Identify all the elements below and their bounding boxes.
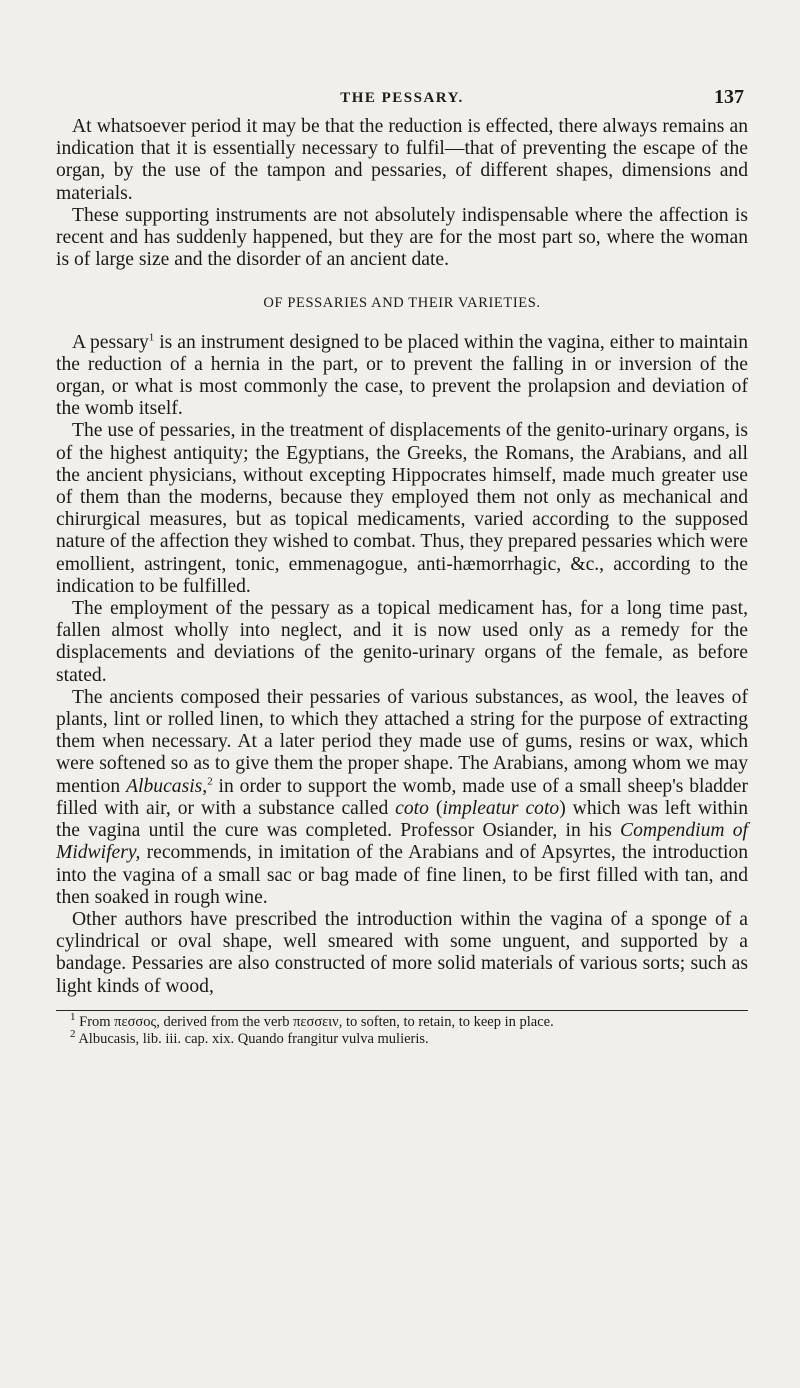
paragraph-other-authors: Other authors have prescribed the introduction within the vagina of a sponge of a cylindrical or oval shape, well smeared with some unguent, and supported by a bandage. Pessaries are also constructed of more solid materials of various sorts; such as light kinds of wood, <box>56 908 748 997</box>
paragraph-reduction: At whatsoever period it may be that the reduction is effected, there always remains an indication that it is essentially necessary to fulfil—that of preventing the escape of the organ, by the use of the tampon and pessaries, of different shapes, dimensions and materials. <box>56 116 748 204</box>
section-heading: OF PESSARIES AND THEIR VARIETIES. <box>263 295 541 312</box>
footnote-ref-2: 2 <box>207 775 213 788</box>
footnote-1 <box>56 1010 748 1031</box>
body-text <box>56 116 748 998</box>
ancients-text-3: ( <box>428 797 443 819</box>
impleatur-coto-term: impleatur coto <box>442 797 560 819</box>
footnote-2 <box>56 1027 748 1048</box>
footnote-text: From πεσσος, derived from the verb πεσσειν, to soften, to retain, to keep in place. <box>79 1013 554 1030</box>
running-head <box>56 86 748 116</box>
footnote-marker: 2 <box>70 1027 76 1040</box>
pessary-definition-text: is an instrument designed to be placed within the vagina, either to maintain the reduction of a hernia in the part, or to prevent the falling in or inversion of the organ, or what is most commonly the case, to prevent the prolapsion and deviation of the womb itself. <box>56 331 748 420</box>
ancients-text-5: recommends, in imitation of the Arabians and of Apsyrtes, the introduction into the vagina of a small sac or bag made of fine linen, to be first filled with tan, and then soaked in rough wine. <box>56 842 748 908</box>
compendium-title: Compendium of Midwifery, <box>56 820 748 864</box>
footnote-marker: 1 <box>70 1010 76 1023</box>
footnotes <box>56 1010 748 1048</box>
ancients-text-4: ) which was left within the vagina until the cure was completed. Professor Osiander, in his <box>56 797 748 842</box>
footnote-rule <box>56 1010 748 1011</box>
coto-term: coto <box>395 797 429 819</box>
paragraph-pessary-definition <box>56 332 748 421</box>
footnote-text: Albucasis, lib. iii. cap. xix. Quando frangitur vulva mulieris. <box>78 1030 429 1047</box>
albucasis-name: Albucasis, <box>126 775 208 797</box>
ancients-text-1: The ancients composed their pessaries of various substances, as wool, the leaves of plants, lint or rolled linen, to which they attached a string for the purpose of extracting them when necessary. At a later period they made use of gums, resins or wax, which were softened so as to give them the proper shape. The Arabians, among whom we may mention <box>56 686 748 797</box>
pessary-definition-start: A pessary <box>72 331 149 353</box>
footnote-ref-1: 1 <box>148 331 155 344</box>
ancients-text-2: in order to support the womb, made use of a small sheep's bladder filled with air, or with a substance called <box>56 775 748 819</box>
paragraph-topical-medicament: The employment of the pessary as a topical medicament has, for a long time past, fallen almost wholly into neglect, and it is now used only as a remedy for the displacements and deviations of the genito-urinary organs of the female, as before stated. <box>56 598 748 686</box>
page-number: 137 <box>714 86 744 108</box>
paragraph-use-of-pessaries: The use of pessaries, in the treatment of displacements of the genito-urinary organs, is of the highest antiquity; the Egyptians, the Greeks, the Romans, the Arabians, and all the ancient physicians, without excepting Hippocrates himself, made much greater use of them than the moderns, because they employed them not only as mechanical and chirurgical measures, but as topical medicaments, varied according to the supposed nature of the affection they wished to combat. Thus, they prepared pessaries which were emollient, astringent, tonic, emmenagogue, anti-hæmorrhagic, &c., according to the indication to be fulfilled. <box>56 420 748 597</box>
running-title: THE PESSARY. <box>340 90 464 106</box>
paragraph-supporting-instruments: These supporting instruments are not absolutely indispensable where the affection is recent and has suddenly happened, but they are for the most part so, where the woman is of large size and the disorder of an ancient date. <box>56 204 748 271</box>
paragraph-ancients <box>56 687 748 909</box>
book-page <box>56 86 748 1048</box>
